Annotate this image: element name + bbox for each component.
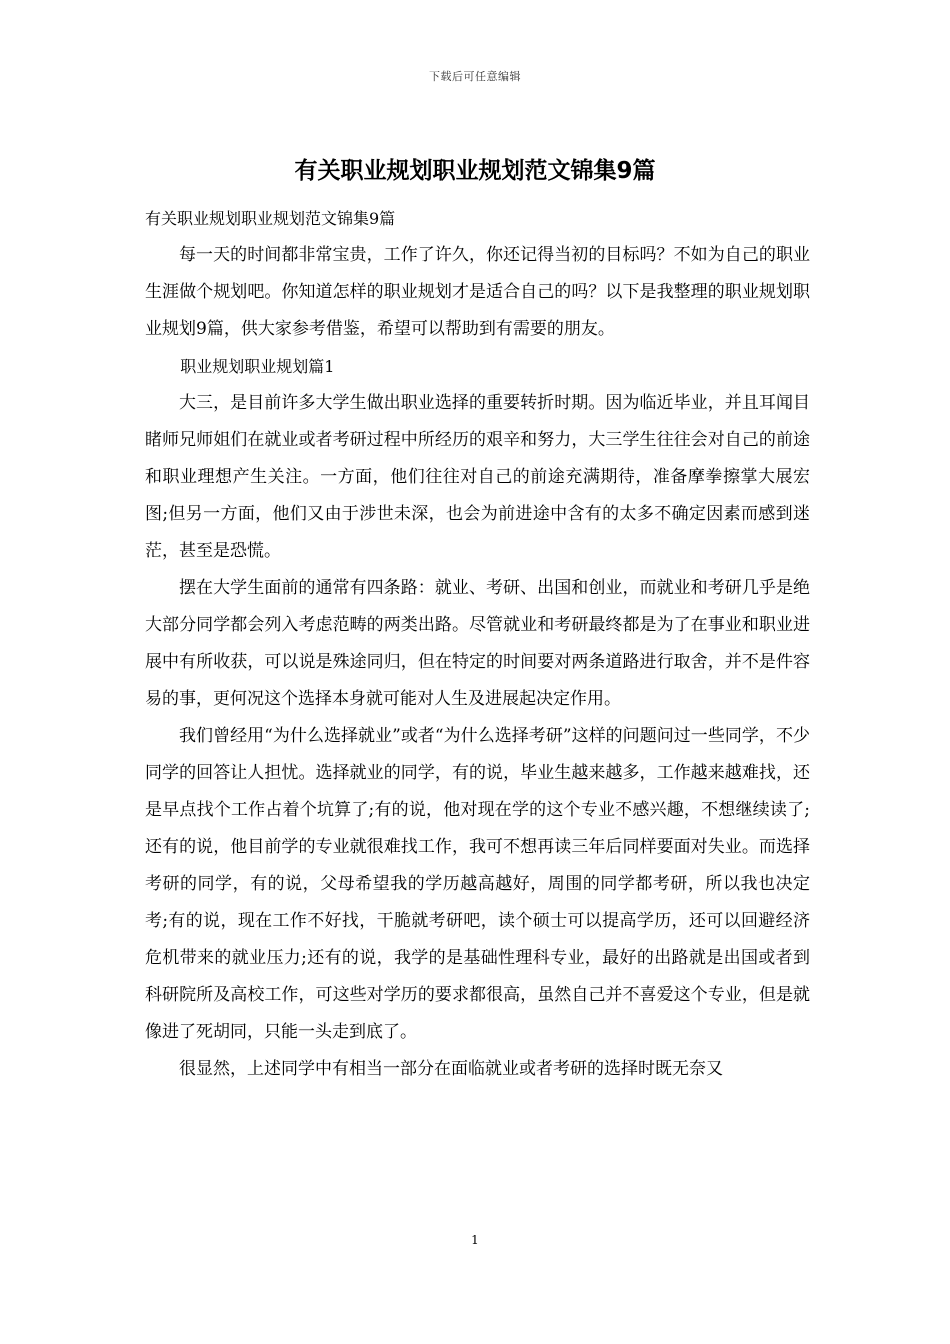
body-paragraph: 很显然，上述同学中有相当一部分在面临就业或者考研的选择时既无奈又 <box>179 1059 723 1079</box>
document-title: 有关职业规划职业规划范文锦集9篇 <box>294 158 656 184</box>
body-paragraph: 摆在大学生面前的通常有四条路：就业、考研、出国和创业，而就业和考研几乎是绝大部分同学都会列入考虑范畴的两类出路。尽管就业和考研最终都是为了在事业和职业进展中有所收获，可以说是殊途同归，但在特定的时间要对两条道路进行取舍，并不是件容易的事，更何况这个选择本身就可能对人生及进展起决定作用。 <box>145 578 810 709</box>
document-subtitle: 有关职业规划职业规划范文锦集9篇 <box>145 209 396 228</box>
body-paragraph: 大三，是目前许多大学生做出职业选择的重要转折时期。因为临近毕业，并且耳闻目睹师兄师姐们在就业或者考研过程中所经历的艰辛和努力，大三学生往往会对自己的前途和职业理想产生关注。一方面，他们往往对自己的前途充满期待，准备摩拳擦掌大展宏图;但另一方面，他们又由于涉世未深，也会为前进途中含有的太多不确定因素而感到迷茫，甚至是恐慌。 <box>145 393 810 561</box>
section-heading: 职业规划职业规划篇1 <box>180 357 335 376</box>
header-note: 下载后可任意编辑 <box>429 70 521 83</box>
page-number: 1 <box>471 1233 479 1247</box>
intro-paragraph: 每一天的时间都非常宝贵，工作了许久，你还记得当初的目标吗？不如为自己的职业生涯做个规划吧。你知道怎样的职业规划才是适合自己的吗？以下是我整理的职业规划职业规划9篇，供大家参考借鉴，希望可以帮助到有需要的朋友。 <box>145 245 810 339</box>
document-body <box>145 200 810 1088</box>
body-paragraph: 我们曾经用“为什么选择就业”或者“为什么选择考研”这样的问题问过一些同学，不少同学的回答让人担忧。选择就业的同学，有的说，毕业生越来越多，工作越来越难找，还是早点找个工作占着个坑算了;有的说，他对现在学的这个专业不感兴趣，不想继续读了;还有的说，他目前学的专业就很难找工作，我可不想再读三年后同样要面对失业。而选择考研的同学，有的说，父母希望我的学历越高越好，周围的同学都考研，所以我也决定考;有的说，现在工作不好找，干脆就考研吧，读个硕士可以提高学历，还可以回避经济危机带来的就业压力;还有的说，我学的是基础性理科专业，最好的出路就是出国或者到科研院所及高校工作，可这些对学历的要求都很高，虽然自己并不喜爱这个专业，但是就像进了死胡同，只能一头走到底了。 <box>145 726 810 1042</box>
